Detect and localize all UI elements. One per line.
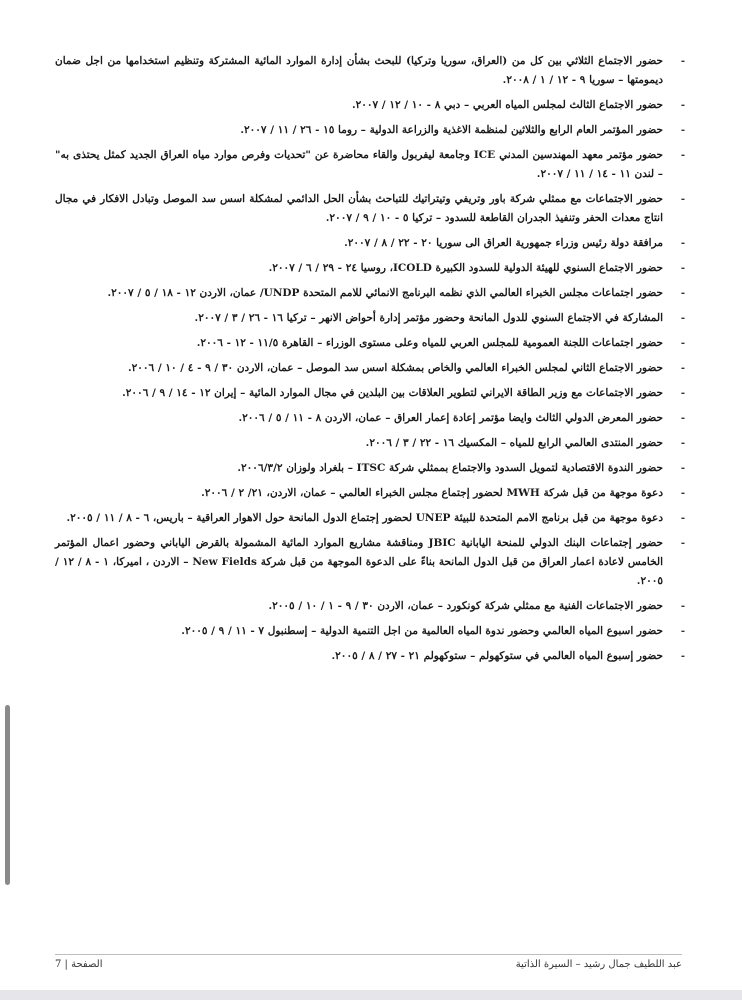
list-item [55, 146, 685, 184]
bullet-marker: - [680, 626, 685, 637]
list-item [55, 509, 685, 528]
list-item [55, 597, 685, 616]
list-item [55, 484, 685, 503]
list-item-text: حضور الاجتماعات مع وزير الطاقة الايراني لتطوير العلاقات بين البلدين في مجال الموارد المائية – إيران ١٢ - ١٤ / ٩ / ٢٠٠٦. [122, 387, 663, 399]
list-item-text: حضور الاجتماعات الفنية مع ممثلي شركة كونكورد – عمان، الاردن ٣٠ / ٩ - ١ / ١٠ / ٢٠٠٥. [268, 600, 663, 612]
list-item [55, 121, 685, 140]
list-item-text: حضور المنتدى العالمي الرابع للمياه – المكسيك ١٦ - ٢٢ / ٣ / ٢٠٠٦. [365, 437, 663, 449]
bullet-marker: - [680, 313, 685, 324]
list-item [55, 284, 685, 303]
list-item [55, 190, 685, 228]
bullet-marker: - [680, 601, 685, 612]
list-item-text: حضور مؤتمر معهد المهندسين المدني ICE وجامعة ليفربول والقاء محاضرة عن "تحديات وفرص موارد مياه العراق الجديد كمثل يحتذى به" – لندن ١١ - ١٤ / ١١ / ٢٠٠٧. [55, 149, 663, 180]
footer-page-number: الصفحة | 7 [55, 959, 103, 970]
bullet-marker: - [680, 150, 685, 161]
list-item-text: حضور الاجتماع الثالث لمجلس المياه العربي – دبي ٨ - ١٠ / ١٢ / ٢٠٠٧. [351, 99, 663, 111]
list-item [55, 434, 685, 453]
list-item-text: حضور إجتماعات البنك الدولي للمنحة اليابانية JBIC ومناقشة مشاريع الموارد المائية المشمولة بالقرض الياباني وحضور اعمال المؤتمر الخامس لاعادة اعمار العراق من قبل الدول المانحة بناءً على الدعوة الموجهة من قبل شركة New Fields – الاردن ، اميركا، ١ - ٨ / ١٢ / ٢٠٠٥. [55, 537, 663, 587]
bullet-marker: - [680, 363, 685, 374]
list-item-text: حضور إسبوع المياه العالمي في ستوكهولم – ستوكهولم ٢١ - ٢٧ / ٨ / ٢٠٠٥. [331, 650, 663, 662]
bullet-marker: - [680, 413, 685, 424]
footer-author: عبد اللطيف جمال رشيد – السيرة الذاتية [515, 959, 682, 970]
list-item [55, 409, 685, 428]
bullet-marker: - [680, 463, 685, 474]
list-item-text: حضور اجتماعات مجلس الخبراء العالمي الذي نظمه البرنامج الانمائي للامم المتحدة UNDP/ عمان، الاردن ١٢ - ١٨ / ٥ / ٢٠٠٧. [107, 287, 663, 299]
bullet-marker: - [680, 56, 685, 67]
list-item-text: دعوة موجهة من قبل برنامج الامم المتحدة للبيئة UNEP لحضور إجتماع الدول المانحة حول الاهوار العراقية – باريس، ٦ - ٨ / ١١ / ٢٠٠٥. [66, 512, 663, 524]
list-item-text: حضور اسبوع المياه العالمي وحضور ندوة المياه العالمية من اجل التنمية الدولية – إسطنبول ٧ - ١١ / ٩ / ٢٠٠٥. [181, 625, 663, 637]
list-item [55, 534, 685, 591]
bullet-marker: - [680, 651, 685, 662]
list-item-text: المشاركة في الاجتماع السنوي للدول المانحة وحضور مؤتمر إدارة أحواض الانهر – تركيا ١٦ - ٢٦ / ٣ / ٢٠٠٧. [194, 312, 663, 324]
bullet-marker: - [680, 513, 685, 524]
list-item [55, 384, 685, 403]
list-item-text: مرافقة دولة رئيس وزراء جمهورية العراق الى سوريا ٢٠ - ٢٢ / ٨ / ٢٠٠٧. [344, 237, 663, 249]
list-item-text: دعوة موجهة من قبل شركة MWH لحضور إجتماع مجلس الخبراء العالمي – عمان، الاردن، ٢١/ ٢ / ٢٠٠٦. [201, 487, 663, 499]
bullet-marker: - [680, 100, 685, 111]
list-item-text: حضور الاجتماع الثاني لمجلس الخبراء العالمي والخاص بمشكلة اسس سد الموصل – عمان، الاردن ٣٠ / ٩ - ٤ / ١٠ / ٢٠٠٦. [127, 362, 663, 374]
scrollbar-thumb[interactable] [5, 705, 10, 885]
list-item [55, 359, 685, 378]
bullet-marker: - [680, 263, 685, 274]
bullet-marker: - [680, 194, 685, 205]
bullet-marker: - [680, 238, 685, 249]
list-item-text: حضور الاجتماعات مع ممثلي شركة باور وتريفي وتيتراتيك للتباحث بشأن الحل الدائمي لمشكلة اسس سد الموصل وتبادل الافكار في مجال انتاج معدات الحفر وتنفيذ الجدران القاطعة للسدود – تركيا ٥ - ١٠ / ٩ / ٢٠٠٧. [55, 193, 663, 224]
list-item [55, 647, 685, 666]
list-item-text: حضور المعرض الدولي الثالث وايضا مؤتمر إعادة إعمار العراق – عمان، الاردن ٨ - ١١ / ٥ / ٢٠٠٦. [238, 412, 663, 424]
list-item-text: حضور الاجتماع السنوي للهيئة الدولية للسدود الكبيرة ICOLD، روسيا ٢٤ - ٢٩ / ٦ / ٢٠٠٧. [268, 262, 663, 274]
bullet-marker: - [680, 338, 685, 349]
bullet-marker: - [680, 438, 685, 449]
bullet-marker: - [680, 388, 685, 399]
list-item [55, 334, 685, 353]
list-item [55, 459, 685, 478]
list-item-text: حضور المؤتمر العام الرابع والثلاثين لمنظمة الاغذية والزراعة الدولية – روما ١٥ - ٢٦ / ١١ / ٢٠٠٧. [240, 124, 663, 136]
list-item [55, 622, 685, 641]
list-item-text: حضور اجتماعات اللجنة العمومية للمجلس العربي للمياه وعلى مستوى الوزراء – القاهرة ١١/٥ - ١٢ - ٢٠٠٦. [196, 337, 663, 349]
bullet-marker: - [680, 538, 685, 549]
page-footer [55, 954, 682, 970]
list-item-text: حضور الندوة الاقتصادية لتمويل السدود والاجتماع بممثلي شركة ITSC – بلغراد ولوزان ٢٠٠٦/٣/٢. [237, 462, 663, 474]
list-item [55, 96, 685, 115]
list-item-text: حضور الاجتماع الثلاثي بين كل من (العراق، سوريا وتركيا) للبحث بشأن إدارة الموارد المائية المشتركة وتنظيم استخدامها من اجل ضمان ديمومتها – سوريا ٩ - ١٢ / ١ / ٢٠٠٨. [55, 55, 663, 86]
bullet-marker: - [680, 125, 685, 136]
activity-list [55, 52, 685, 672]
list-item [55, 234, 685, 253]
bullet-marker: - [680, 488, 685, 499]
bullet-marker: - [680, 288, 685, 299]
list-item [55, 52, 685, 90]
list-item [55, 259, 685, 278]
viewer-bottom-strip [0, 990, 742, 1000]
list-item [55, 309, 685, 328]
